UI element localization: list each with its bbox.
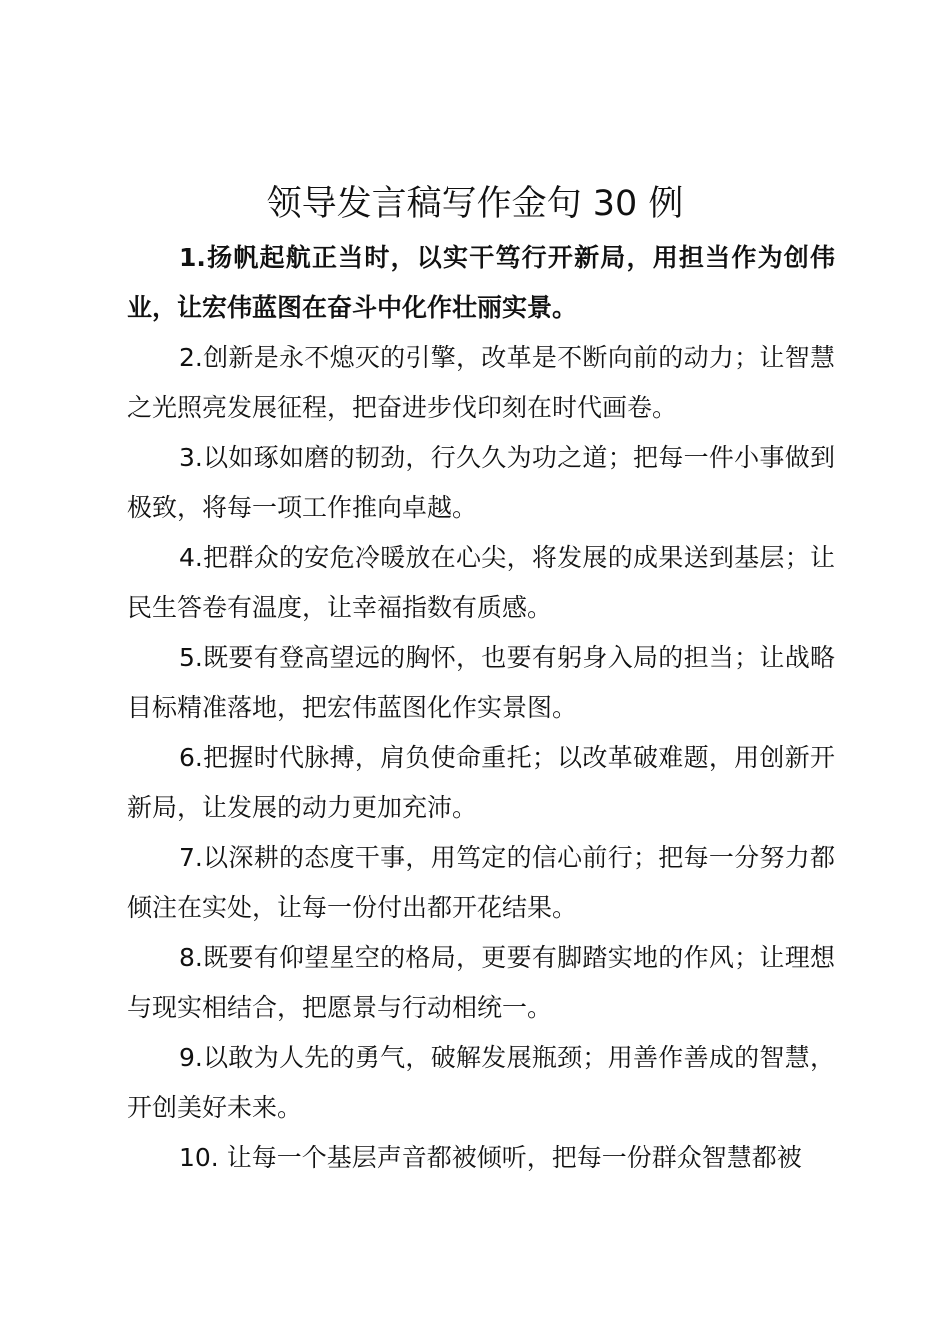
paragraph-4: 4.把群众的安危冷暖放在心尖，将发展的成果送到基层；让民生答卷有温度，让幸福指数有质感。 (127, 543, 835, 622)
document-title: 领导发言稿写作金句 30 例 (266, 184, 684, 224)
paragraph-10: 10. 让每一个基层声音都被倾听，把每一份群众智慧都被 (179, 1143, 802, 1172)
paragraph-9: 9.以敢为人先的勇气，破解发展瓶颈；用善作善成的智慧，开创美好未来。 (127, 1043, 835, 1122)
paragraph-8: 8.既要有仰望星空的格局，更要有脚踏实地的作风；让理想与现实相结合，把愿景与行动相统一。 (127, 943, 835, 1022)
paragraph-2: 2.创新是永不熄灭的引擎，改革是不断向前的动力；让智慧之光照亮发展征程，把奋进步伐印刻在时代画卷。 (127, 343, 835, 422)
paragraph-3: 3.以如琢如磨的韧劲，行久久为功之道；把每一件小事做到极致，将每一项工作推向卓越。 (127, 443, 835, 522)
document-body (127, 233, 835, 1183)
paragraph-6: 6.把握时代脉搏，肩负使命重托；以改革破难题，用创新开新局，让发展的动力更加充沛。 (127, 743, 835, 822)
paragraph-7: 7.以深耕的态度干事，用笃定的信心前行；把每一分努力都倾注在实处，让每一份付出都开花结果。 (127, 843, 835, 922)
paragraph-1: 1.扬帆起航正当时，以实干笃行开新局，用担当作为创伟业，让宏伟蓝图在奋斗中化作壮丽实景。 (127, 243, 835, 322)
paragraph-5: 5.既要有登高望远的胸怀，也要有躬身入局的担当；让战略目标精准落地，把宏伟蓝图化作实景图。 (127, 643, 835, 722)
